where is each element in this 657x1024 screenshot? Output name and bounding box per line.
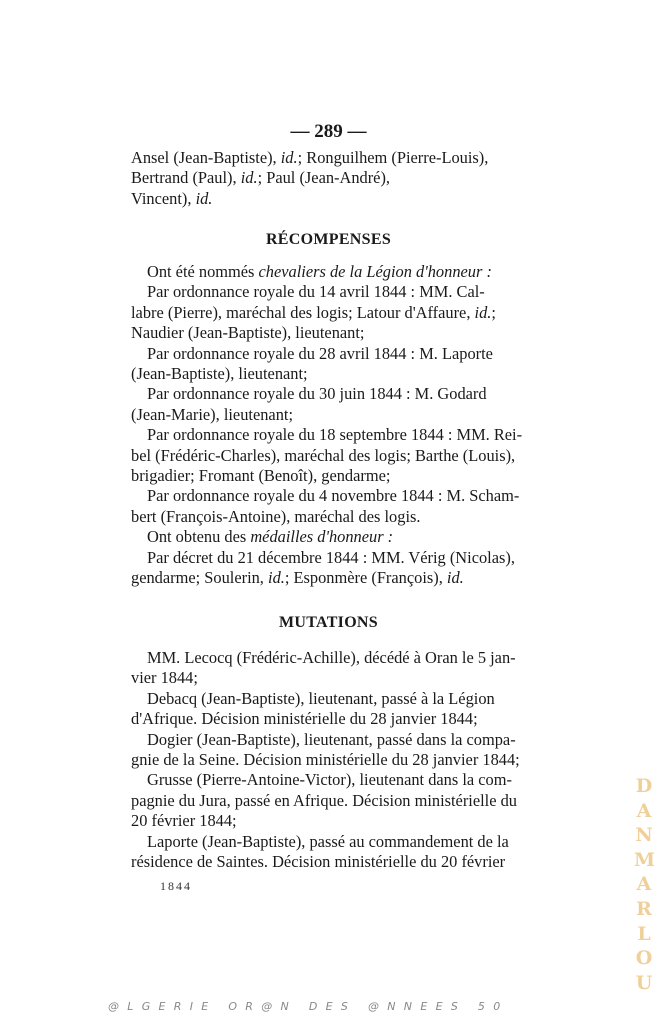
text-run: d'Afrique. Décision ministérielle du 28 janvier 1844; (131, 709, 478, 729)
intro-paragraph (131, 148, 526, 209)
text-run: ; Esponmère (François), (284, 568, 447, 588)
text-run: pagnie du Jura, passé en Afrique. Décision ministérielle du (131, 790, 517, 810)
recompenses-paragraph (131, 384, 526, 425)
recompenses-paragraph (131, 262, 526, 282)
intro-line-1 (131, 168, 526, 188)
text-run: (Jean-Baptiste), lieutenant; (131, 364, 308, 384)
watermark-letter: L (637, 922, 651, 945)
recompenses-line (131, 282, 526, 302)
mutations-paragraph (131, 730, 526, 771)
watermark-letter: U (635, 971, 653, 994)
recompenses-line (131, 486, 526, 506)
recompenses-line (131, 425, 526, 445)
text-run: ; (491, 302, 496, 322)
mutations-line (131, 730, 526, 750)
cut-off-line: 1844 (160, 879, 192, 893)
recompenses-line (131, 364, 526, 384)
recompenses-paragraph (131, 344, 526, 385)
mutations-paragraph (131, 689, 526, 730)
recompenses-line (131, 405, 526, 425)
text-run: vier 1844; (131, 668, 198, 688)
italic-text: id. (474, 302, 492, 322)
recompenses-line (131, 384, 526, 404)
text-run: Par ordonnance royale du 18 septembre 1844 : MM. Rei- (147, 425, 523, 445)
mutations-paragraph (131, 832, 526, 873)
text-run: Debacq (Jean-Baptiste), lieutenant, passé à la Légion (147, 688, 495, 708)
text-run: MM. Lecocq (Frédéric-Achille), décédé à Oran le 5 jan- (147, 648, 516, 667)
recompenses-paragraph (131, 527, 526, 547)
italic-text: médailles d'honneur : (250, 527, 394, 547)
text-run: Par décret du 21 décembre 1844 : MM. Vérig (Nicolas), (147, 547, 515, 567)
mutations-line (131, 648, 526, 668)
intro-lines (131, 148, 526, 209)
recompenses-line (131, 446, 526, 466)
mutations-line (131, 750, 526, 770)
watermark-letter: D (635, 775, 653, 797)
watermark-letter: O (635, 947, 653, 970)
page-number: — 289 — (290, 121, 367, 142)
recompenses-line (131, 344, 526, 364)
text-run: Vincent), (131, 188, 196, 208)
intro-line-0 (131, 148, 526, 168)
mutations-line (131, 811, 526, 831)
recompenses-paragraph (131, 486, 526, 527)
italic-text: id. (240, 168, 258, 188)
watermark-letter: M (634, 848, 656, 871)
mutations-line (131, 668, 526, 688)
recompenses-paragraph (131, 548, 526, 589)
italic-text: id. (280, 148, 298, 167)
recompenses-line (131, 323, 526, 343)
mutations-line (131, 689, 526, 709)
danmarlou-watermark (634, 774, 654, 995)
watermark-letter: A (636, 799, 652, 822)
text-run: Grusse (Pierre-Antoine-Victor), lieutenant dans la com- (147, 770, 512, 790)
recompenses-body (131, 262, 526, 589)
text-run: Par ordonnance royale du 30 juin 1844 : M. Godard (147, 384, 487, 404)
mutations-heading: MUTATIONS (278, 614, 378, 631)
recompenses-paragraph (131, 425, 526, 486)
text-run: Dogier (Jean-Baptiste), lieutenant, passé dans la compa- (147, 729, 516, 749)
italic-text: id. (268, 568, 285, 588)
text-run: Par ordonnance royale du 14 avril 1844 : MM. Cal- (147, 282, 485, 302)
italic-text: id. (446, 568, 464, 588)
mutations-line (131, 770, 526, 790)
text-run: bel (Frédéric-Charles), maréchal des logis; Barthe (Louis), (131, 445, 516, 465)
mutations-line (131, 709, 526, 729)
italic-text: id. (195, 188, 213, 208)
text-run: Ont obtenu des (147, 527, 251, 547)
text-run: ; Paul (Jean-André), (257, 168, 391, 188)
text-run: (Jean-Marie), lieutenant; (131, 404, 294, 424)
text-run: bert (François-Antoine), maréchal des logis. (131, 506, 421, 526)
recompenses-line (131, 548, 526, 568)
recompenses-line (131, 527, 526, 547)
watermark-letter: A (636, 873, 652, 896)
text-run: Par ordonnance royale du 28 avril 1844 : M. Laporte (147, 343, 493, 363)
mutations-body (131, 648, 526, 872)
text-run: gnie de la Seine. Décision ministérielle du 28 janvier 1844; (131, 750, 520, 770)
recompenses-line (131, 303, 526, 323)
text-run: Ansel (Jean-Baptiste), (131, 148, 281, 167)
text-run: ; Ronguilhem (Pierre-Louis), (297, 148, 489, 167)
italic-text: chevaliers de la Légion d'honneur : (258, 262, 492, 281)
text-run: labre (Pierre), maréchal des logis; Latour d'Affaure, (131, 302, 475, 322)
mutations-paragraph (131, 648, 526, 689)
text-run: Par ordonnance royale du 4 novembre 1844 : M. Scham- (147, 486, 520, 506)
watermark-letter: R (636, 897, 652, 920)
recompenses-line (131, 507, 526, 527)
mutations-paragraph (131, 770, 526, 831)
footer-watermark: @LGERIE OR@N DES @NNEES 50 (108, 1000, 509, 1013)
recompenses-line (131, 466, 526, 486)
recompenses-paragraph (131, 282, 526, 343)
recompenses-line (131, 568, 526, 588)
recompenses-heading: RÉCOMPENSES (265, 231, 392, 248)
text-run: gendarme; Soulerin, (131, 568, 269, 588)
text-run: Bertrand (Paul), (131, 168, 241, 188)
text-run: Ont été nommés (147, 262, 259, 281)
text-run: Laporte (Jean-Baptiste), passé au commandement de la (147, 831, 509, 851)
text-run: Naudier (Jean-Baptiste), lieutenant; (131, 323, 365, 343)
recompenses-line (131, 262, 526, 282)
mutations-line (131, 832, 526, 852)
text-run: 20 février 1844; (131, 811, 237, 831)
mutations-line (131, 791, 526, 811)
text-run: brigadier; Fromant (Benoît), gendarme; (131, 466, 391, 486)
mutations-line (131, 852, 526, 872)
intro-line-2 (131, 189, 526, 209)
text-run: résidence de Saintes. Décision ministérielle du 20 février (131, 852, 506, 872)
watermark-letter: N (635, 824, 653, 847)
